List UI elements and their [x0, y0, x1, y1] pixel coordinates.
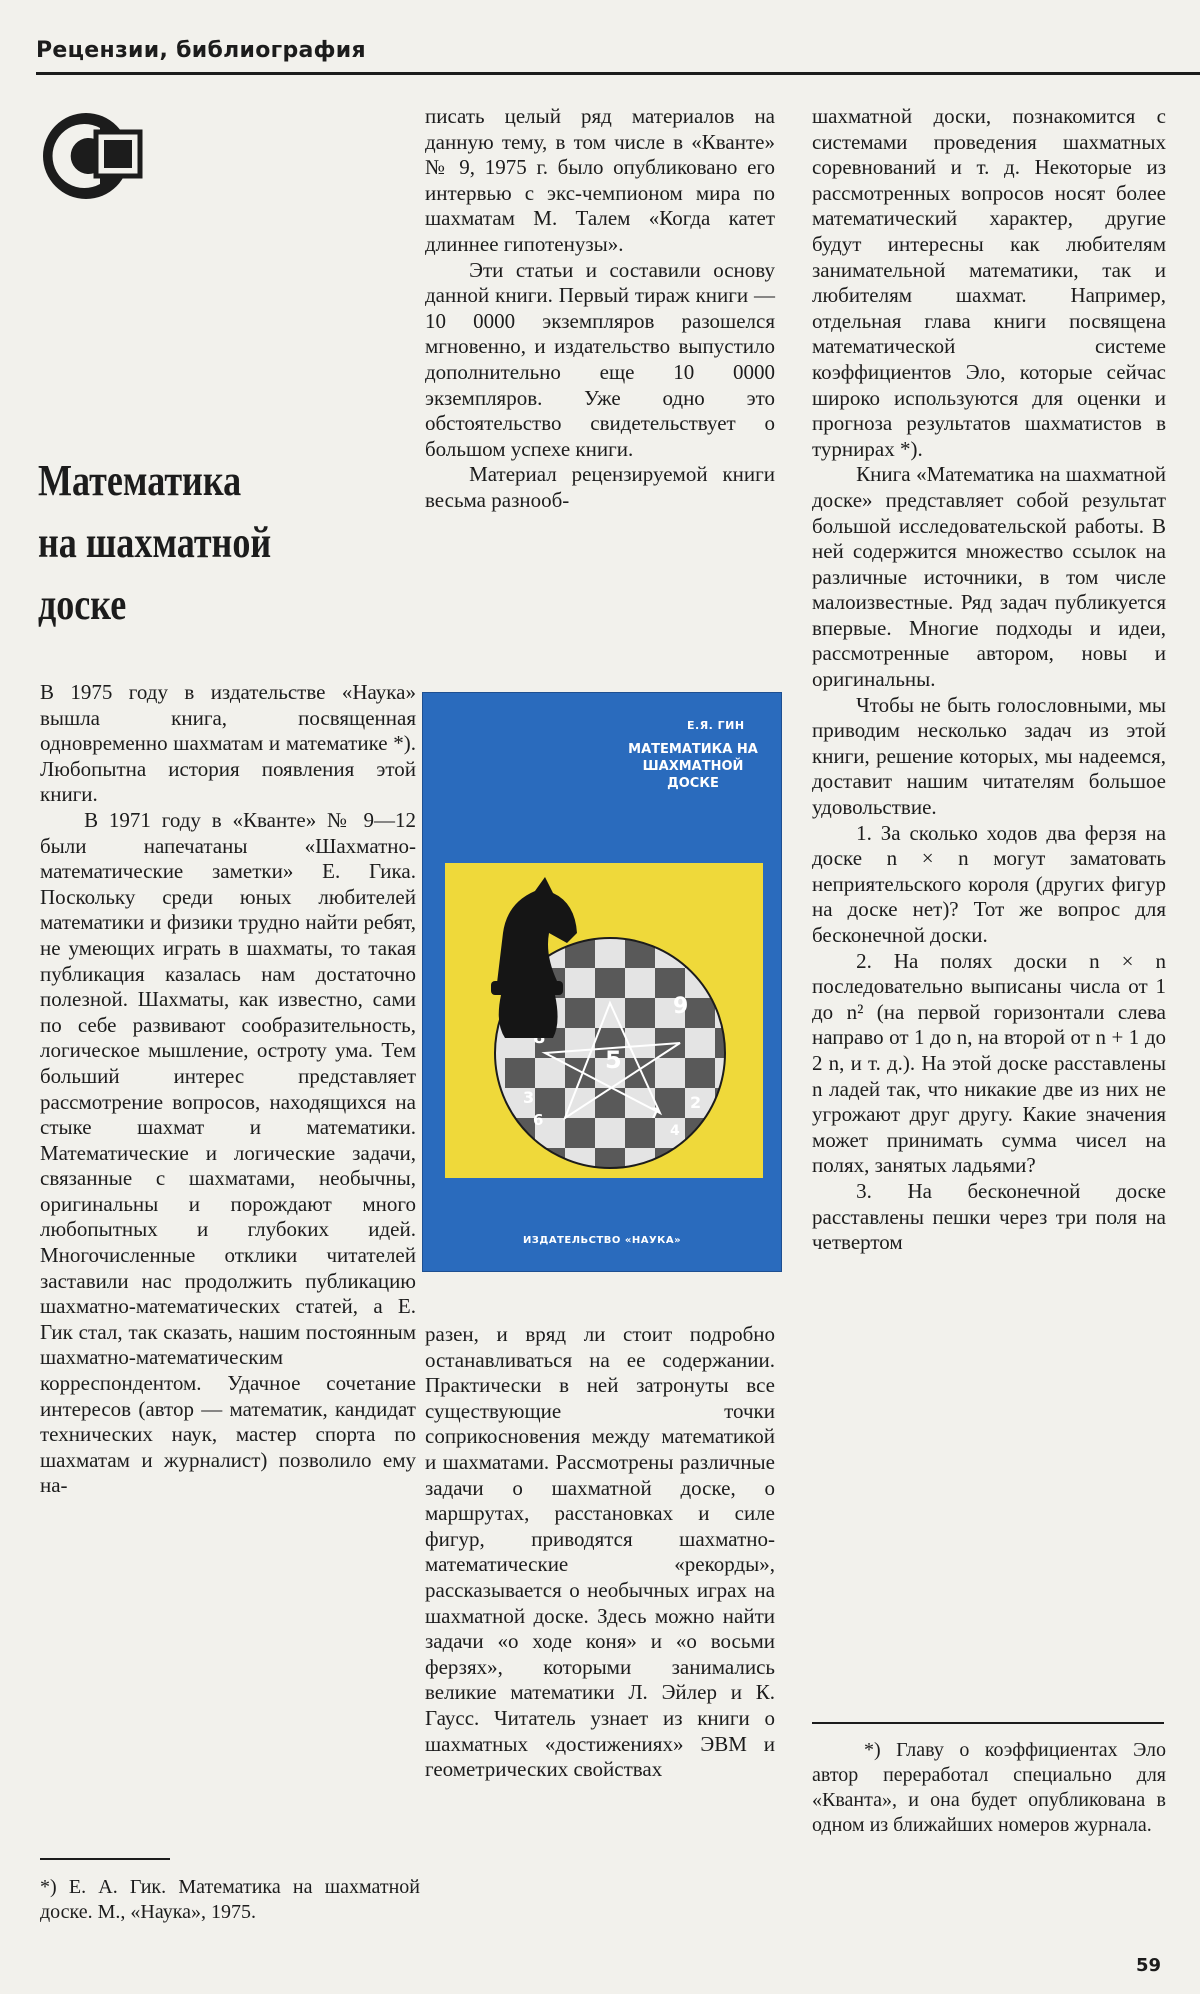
footnote-rule-right — [812, 1722, 1164, 1724]
title-line-3: доске — [38, 580, 127, 629]
column-2-bottom — [425, 1322, 775, 1783]
book-cover-image — [422, 692, 782, 1272]
paragraph: Чтобы не быть голословными, мы приводим несколько задач из этой книги, решение которых, мы надеемся, доставит нашим читателям большое удовольствие. — [812, 692, 1166, 820]
globe-digit: 5 — [605, 1046, 622, 1074]
footnote-rule-left — [40, 1858, 170, 1860]
column-3 — [812, 104, 1166, 1256]
globe-digit: 6 — [533, 1111, 544, 1129]
globe-digit: 7 — [650, 1106, 660, 1122]
column-2-top — [425, 104, 775, 514]
cover-title: МАТЕМАТИКА НА ШАХМАТНОЙ ДОСКЕ — [628, 742, 758, 791]
review-logo-icon — [40, 108, 145, 203]
paragraph: Эти статьи и составили основу данной книги. Первый тираж книги — 10 0000 экземпляров разошелся мгновенно, и издательство выпустило дополнительно еще 10 0000 экземпляров. Уже одно это обстоятельство свидетельствует о большом успехе книги. — [425, 257, 775, 461]
paragraph: писать целый ряд материалов на данную тему, в том числе в «Кванте» № 9, 1975 г. было опубликовано его интервью с экс-чемпионом мира по шахматам М. Талем «Когда катет длиннее гипотенузы». — [425, 104, 775, 256]
cover-publisher: ИЗДАТЕЛЬСТВО «НАУКА» — [522, 1235, 682, 1246]
paragraph: В 1971 году в «Кванте» № 9—12 были напечатаны «Шахматно-математические заметки» Е. Гика. Поскольку среди юных любителей математики и физики трудно найти ребят, не умеющих играть в шахматы, то такая публикация казалась нам достаточно полезной. Шахматы, как известно, сами по себе развивают сообразительность, логическое мышление, остроту ума. Тем больший интерес представляет рассмотрение вопросов, находящихся на стыке шахмат и математики. Математические и логические задачи, связанные с шахматами, необычны, оригинальны и порождают много любопытных и глубоких идей. Многочисленные отклики читателей заставили нас продолжить публикацию шахматно-математических статей, а Е. Гик стал, так сказать, нашим постоянным шахматно-математическим корреспондентом. Удачное сочетание интересов (автор — математик, кандидат технических наук, мастер спорта по шахматам и журналист) позволило ему на- — [40, 807, 416, 1498]
paragraph: Материал рецензируемой книги весьма разнооб- — [425, 462, 775, 512]
globe-digit: 3 — [523, 1088, 535, 1107]
problem-2: 2. На полях доски n × n последовательно выписаны числа от 1 до n² (на первой горизонтали слева направо от 1 до n, на второй от n + 1 до 2 n, и т. д.). На этой доске расставлены n ладей так, что никакие две из них не угрожают друг другу. Какие значения может принимать сумма чисел на полях, занятых ладьями? — [812, 948, 1166, 1178]
title-line-2: на шахматной — [38, 518, 272, 567]
section-header: Рецензии, библиография — [36, 38, 366, 63]
globe-digit: 4 — [670, 1123, 680, 1139]
problem-3: 3. На бесконечной доске расставлены пешки через три поля на четвертом — [812, 1178, 1166, 1255]
header-rule — [36, 72, 1200, 75]
paragraph: шахматной доски, познакомится с системами проведения шахматных соревнований и т. д. Некоторые из рассмотренных вопросов носят более математический характер, другие будут интересны как любителям занимательной математики, так и любителям шахмат. Например, отдельная глава книги посвящена математической системе коэффициентов Эло, которые сейчас широко используются для оценки и прогноза результатов шахматистов в турнирах *). — [812, 104, 1166, 461]
paragraph: разен, и вряд ли стоит подробно останавливаться на ее содержании. Практически в ней затронуты все существующие точки соприкосновения между математикой и шахматами. Рассмотрены различные задачи о шахматной доске, о маршрутах, расстановках и силе фигур, приводятся шахматно-математические «рекорды», рассказывается о необычных играх на шахматной доске. Здесь можно найти задачи «о ходе коня» и «о восьми ферзях», которыми занимались великие математики Л. Эйлер и К. Гаусс. Читатель узнает из книги о шахматных «достижениях» ЭВМ и геометрических свойствах — [425, 1322, 775, 1782]
page-number: 59 — [1136, 1955, 1162, 1976]
footnote-left: *) Е. А. Гик. Математика на шахматной доске. М., «Наука», 1975. — [40, 1876, 420, 1923]
paragraph: Книга «Математика на шахматной доске» представляет собой результат большой исследовательской работы. В ней содержится множество ссылок на различные источники, в том числе малоизвестные. Ряд задач публикуется впервые. Многие подходы и идеи, рассмотренные автором, новы и оригинальны. — [812, 462, 1166, 692]
title-line-1: Математика — [38, 456, 242, 505]
globe-digit: 2 — [690, 1093, 702, 1112]
globe-digit: 9 — [673, 994, 689, 1019]
paragraph: В 1975 году в издательстве «Наука» вышла книга, посвященная одновременно шахматам и математике *). Любопытна история появления этой книги. — [40, 680, 416, 807]
problem-1: 1. За сколько ходов два ферзя на доске n × n могут заматовать неприятельского короля (других фигур на доске нет)? Тот же вопрос для бесконечной доски. — [812, 820, 1166, 947]
cover-author: Е.Я. ГИН — [687, 719, 745, 732]
footnote-right: *) Главу о коэффициентах Эло автор переработал специально для «Кванта», и она будет опубликована в одном из ближайших номеров журнала. — [812, 1739, 1166, 1836]
article-title — [38, 450, 350, 636]
column-1 — [40, 680, 416, 1499]
chess-globe-illustration — [445, 863, 763, 1178]
